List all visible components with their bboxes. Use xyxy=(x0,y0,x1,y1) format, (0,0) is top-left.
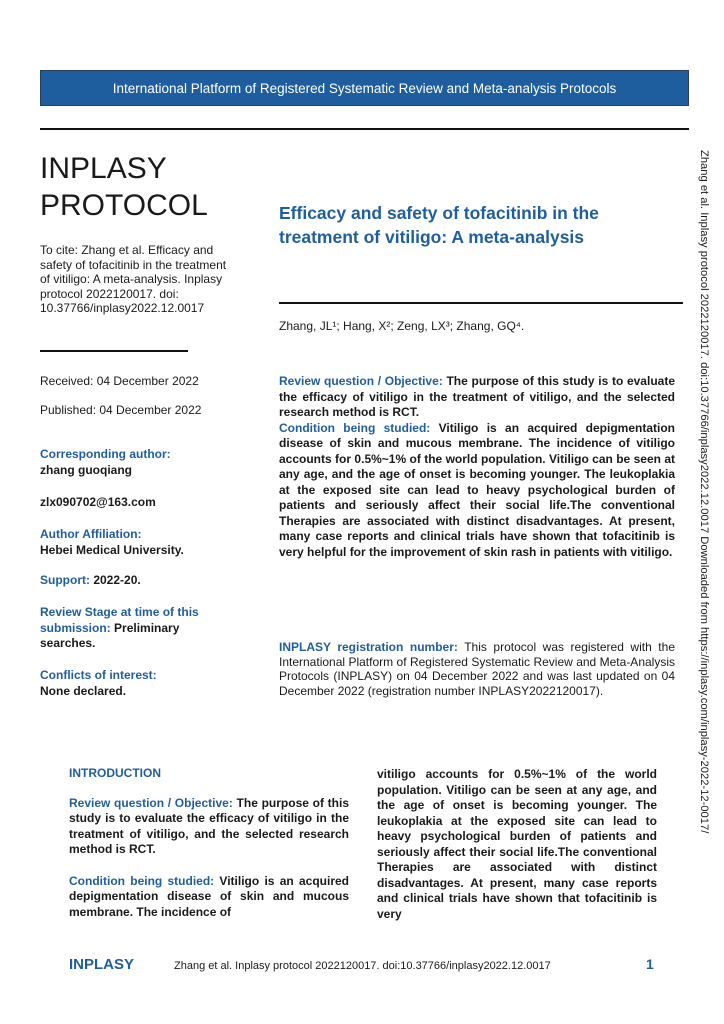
abstract-condition-text: Vitiligo is an acquired depigmentation disease of skin and mucous membrane. The incidence of vitiligo accounts for 0.5%~1% of the world population. Vitiligo can be seen at any age, and the age of onset is becoming younger. The leukoplakia at the exposed site can lead to heavy psychological burden of patients and seriously affect their social life.The conventional Therapies are associated with distinct disadvantages. At present, many case reports and clinical trials have shown that tofacitinib is very helpful for the improvement of skin rash in patients with vitiligo. xyxy=(279,420,676,559)
review-stage-value: Preliminary searches. xyxy=(40,620,180,650)
intro-condition-text: Vitiligo is an acquired depigmentation disease of skin and mucous membrane. The incidence of xyxy=(69,873,349,919)
banner-text: International Platform of Registered Systematic Review and Meta-analysis Protocols xyxy=(112,80,617,96)
intro-review-question xyxy=(69,796,349,858)
footer-citation: Zhang et al. Inplasy protocol 2022120017. doi:10.37766/inplasy2022.12.0017 xyxy=(174,960,551,972)
article-title: Efficacy and safety of tofacitinib in the treatment of vitiligo: A meta-analysis xyxy=(279,203,599,247)
corresponding-email[interactable]: zlx090702@163.com xyxy=(40,495,156,509)
registration-number xyxy=(279,640,675,698)
conflicts xyxy=(40,668,240,699)
abstract xyxy=(279,374,675,560)
intro-rq-text: The purpose of this study is to evaluate the efficacy of vitiligo in the treatment of vitiligo, and the selected research method is RCT. xyxy=(69,795,349,856)
abstract-rq-text: The purpose of this study is to evaluate the efficacy of vitiligo in the treatment of vitiligo, and the selected research method is RCT. xyxy=(279,374,675,419)
top-divider xyxy=(40,128,689,130)
support xyxy=(40,573,240,589)
title-divider xyxy=(279,302,683,304)
conflicts-value: None declared. xyxy=(40,683,127,698)
intro-rq-label: Review question / Objective: xyxy=(69,795,233,810)
review-stage xyxy=(40,605,230,652)
support-value: 2022-20. xyxy=(90,573,141,587)
side-download-notice: Zhang et al. Inplasy protocol 2022120017. doi:10.37766/inplasy2022.12.0017 Downloaded from https://inplasy.com/inplasy-2022-12-0017/ xyxy=(698,150,710,834)
intro-condition xyxy=(69,874,349,921)
left-divider xyxy=(40,350,188,352)
published-date: Published: 04 December 2022 xyxy=(40,403,202,417)
conflicts-label: Conflicts of interest: xyxy=(40,668,157,682)
registration-label: INPLASY registration number: xyxy=(279,640,458,654)
header-banner xyxy=(40,70,689,106)
corresponding-label: Corresponding author: xyxy=(40,447,171,461)
citation: To cite: Zhang et al. Efficacy and safety of tofacitinib in the treatment of vitiligo: A meta-analysis. Inplasy protocol 2022120017. doi: 10.37766/inplasy2022.12.0017 xyxy=(40,243,227,315)
brand-line2: PROTOCOL xyxy=(40,189,208,222)
introduction-column-2: vitiligo accounts for 0.5%~1% of the world population. Vitiligo can be seen at any age, and the age of onset is becoming younger. The leukoplakia at the exposed site can lead to heavy psychological burden of patients and seriously affect their social life.The conventional Therapies are associated with distinct disadvantages. At present, many case reports and clinical trials have shown that tofacitinib is very xyxy=(377,767,657,921)
author-affiliation xyxy=(40,527,240,558)
authors: Zhang, JL¹; Hang, X²; Zeng, LX³; Zhang, GQ⁴. xyxy=(279,319,525,333)
registration-text: This protocol was registered with the International Platform of Registered Systematic Review and Meta-Analysis Protocols (INPLASY) on 04 December 2022 and was last updated on 04 December 2022 (registration number INPLASY2022120017). xyxy=(279,640,675,698)
abstract-condition-label: Condition being studied: xyxy=(279,420,431,435)
brand-line1: INPLASY xyxy=(40,152,167,185)
affiliation-label: Author Affiliation: xyxy=(40,527,142,541)
footer-brand: INPLASY xyxy=(69,956,135,973)
affiliation-value: Hebei Medical University. xyxy=(40,542,184,557)
introduction-column-1 xyxy=(69,766,349,936)
support-label: Support: xyxy=(40,573,90,587)
corresponding-author xyxy=(40,447,240,478)
abstract-rq-label: Review question / Objective: xyxy=(279,374,443,388)
review-stage-label: Review Stage at time of this submission: xyxy=(40,605,199,635)
brand-block xyxy=(40,150,208,224)
intro-condition-label: Condition being studied: xyxy=(69,873,215,888)
received-date: Received: 04 December 2022 xyxy=(40,374,199,388)
page-number: 1 xyxy=(646,956,654,972)
introduction-heading: INTRODUCTION xyxy=(69,766,161,780)
corresponding-name: zhang guoqiang xyxy=(40,462,132,477)
